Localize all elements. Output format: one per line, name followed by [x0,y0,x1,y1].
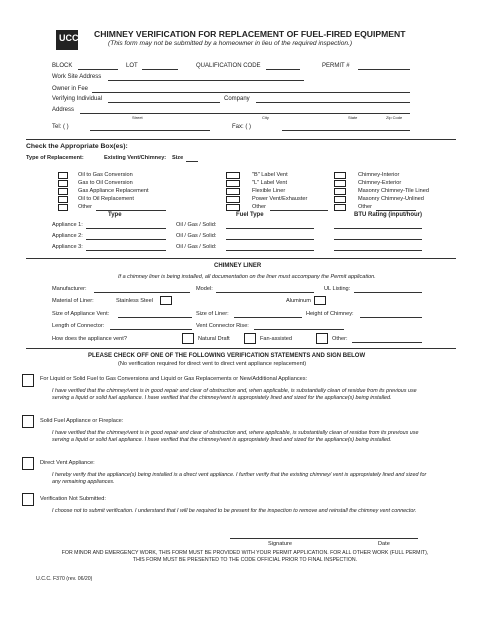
qualification-code-label: QUALIFICATION CODE [196,63,261,69]
verification-heading-not-submitted: Verification Not Submitted: [40,496,106,502]
checkbox-aluminum[interactable] [314,296,326,305]
option-chimney-exterior: Chimney-Exterior [358,180,402,186]
verification-heading-solid-fuel: Solid Fuel Appliance or Fireplace: [40,418,124,424]
fan-assisted-label: Fan-assisted [260,336,293,342]
divider [26,258,456,259]
address-label: Address [52,107,75,113]
checkbox-power-vent[interactable] [226,196,240,203]
appliance-2-type-field[interactable] [86,239,166,240]
appliance-2-label: Appliance 2: [52,233,83,239]
type-header: Type [108,212,122,218]
existing-vent-label: Existing Vent/Chimney: [104,155,167,161]
other-chimney-field[interactable] [376,210,416,211]
block-field[interactable] [78,69,118,70]
checkbox-masonry-unlined[interactable] [334,196,346,203]
logo-text: UCC [59,33,79,43]
verification-heading-conversion: For Liquid or Solid Fuel to Gas Conversions and Liquid or Gas Replacements or New/Additional Appliances: [40,376,308,382]
address-field[interactable] [80,113,410,114]
manufacturer-field[interactable] [94,292,190,293]
checkbox-fan-assisted[interactable] [244,333,256,344]
lot-label: LOT [126,63,138,69]
other-vent-method-label: Other: [332,336,348,342]
vent-rise-label: Vent Connector Rise: [196,323,249,329]
checkbox-verification-conversion[interactable] [22,374,34,387]
state-caption: State [348,115,358,120]
fax-label: Fax: ( ) [232,124,251,130]
work-site-address-label: Work Site Address [52,74,102,80]
appliance-3-fuel-field[interactable] [226,250,314,251]
checkbox-gas-appliance[interactable] [58,188,68,195]
permit-field[interactable] [358,69,410,70]
aluminum-label: Aluminum [286,298,311,304]
appliance-3-type-field[interactable] [86,250,166,251]
ul-listing-label: UL Listing: [324,286,351,292]
owner-in-fee-label: Owner in Fee [52,86,89,92]
height-chimney-field[interactable] [360,317,422,318]
appliance-1-fuel-label: Oil / Gas / Solid: [176,222,217,228]
footer-notice: FOR MINOR AND EMERGENCY WORK, THIS FORM MUST BE PROVIDED WITH YOUR PERMIT APPLICATION. FOR ALL OTHER WORK (FULL PERMIT), THIS FORM MUST BE PRESENTED TO THE CODE OFFICIAL PRIOR TO FINAL INSPECTION. [61,550,429,563]
option-oil-to-gas: Oil to Gas Conversion [78,172,133,178]
checkbox-b-label-vent[interactable] [226,172,240,179]
divider [26,139,456,140]
verifying-individual-label: Verifying Individual [52,96,103,102]
ul-listing-field[interactable] [354,292,422,293]
verifying-individual-field[interactable] [108,102,220,103]
qualification-code-field[interactable] [266,69,300,70]
other-type-field[interactable] [96,210,166,211]
form-subtitle: (This form may not be submitted by a homeowner in lieu of the required inspection.) [108,40,353,47]
model-label: Model: [196,286,213,292]
checkbox-other-chimney[interactable] [334,204,346,211]
form-id: U.C.C. F370 (rev. 06/20) [36,576,93,582]
other-vent-method-field[interactable] [352,342,422,343]
checkbox-oil-to-oil[interactable] [58,196,68,203]
size-label: Size [172,155,184,161]
verification-subtitle: (No verification required for direct vent to direct vent appliance replacement) [118,361,307,367]
city-caption: City [262,115,269,120]
checkbox-oil-to-gas[interactable] [58,172,68,179]
verification-text-not-submitted: I choose not to submit verification. I understand that I will be required to be present for the inspection to remove and reinstall the chimney vent connector. [52,508,417,514]
option-gas-appliance: Gas Appliance Replacement [78,188,149,194]
verification-text-conversion: I have verified that the chimney/vent is in good repair and clear of obstruction and, when applicable, is substantially clean of residue from its previous use serving a liquid or solid fuel appliance. I have verified that the chimney/vent is appropriately lined and sized for the appliance(s) being installed. [52,388,417,401]
appliance-3-fuel-label: Oil / Gas / Solid: [176,244,217,250]
size-appliance-vent-field[interactable] [118,317,192,318]
check-section-title: Check the Appropriate Box(es): [26,143,128,150]
checkbox-stainless-steel[interactable] [160,296,172,305]
size-field[interactable] [186,161,198,162]
permit-label: PERMIT # [322,63,350,69]
checkbox-other-type[interactable] [58,204,68,211]
appliance-2-fuel-label: Oil / Gas / Solid: [176,233,217,239]
option-power-vent: Power Vent/Exhauster [252,196,308,202]
checkbox-other-vent[interactable] [226,204,240,211]
work-site-address-field[interactable] [108,80,304,81]
checkbox-verification-not-submitted[interactable] [22,493,34,506]
lot-field[interactable] [142,69,178,70]
checkbox-gas-to-oil[interactable] [58,180,68,187]
manufacturer-label: Manufacturer: [52,286,87,292]
chimney-liner-title: CHIMNEY LINER [214,263,262,269]
size-appliance-vent-label: Size of Appliance Vent: [52,311,110,317]
divider [26,348,456,349]
owner-in-fee-field[interactable] [92,92,410,93]
appliance-1-btu-field[interactable] [334,228,422,229]
natural-draft-label: Natural Draft [198,336,230,342]
verification-title: PLEASE CHECK OFF ONE OF THE FOLLOWING VERIFICATION STATEMENTS AND SIGN BELOW [88,353,366,359]
height-chimney-label: Height of Chimney: [306,311,354,317]
form-title: CHIMNEY VERIFICATION FOR REPLACEMENT OF FUEL-FIRED EQUIPMENT [94,29,406,39]
stainless-steel-label: Stainless Steel [116,298,154,304]
checkbox-chimney-interior[interactable] [334,172,346,179]
checkbox-flexible-liner[interactable] [226,188,240,195]
length-connector-label: Length of Connector: [52,323,105,329]
other-vent-field[interactable] [270,210,328,211]
option-b-label-vent: "B" Label Vent [252,172,288,178]
tel-label: Tel: ( ) [52,124,69,130]
checkbox-other-vent-method[interactable] [316,333,328,344]
verification-text-direct-vent: I hereby verify that the appliance(s) being installed is a direct vent appliance. I further verify that the existing chimney/ vent is appropriately lined and sized for any remaining appliances. [52,472,427,485]
appliance-3-label: Appliance 3: [52,244,83,250]
signature-line[interactable] [230,538,418,539]
option-chimney-interior: Chimney-Interior [358,172,400,178]
option-oil-to-oil: Oil to Oil Replacement [78,196,134,202]
fuel-type-header: Fuel Type [236,212,264,218]
option-l-label-vent: "L" Label Vent [252,180,288,186]
verification-text-solid-fuel: I have verified that the chimney/vent is in good repair and clear of obstruction and, where applicable, is substantially clean of residue from its previous use serving a liquid or solid fuel appliance. I have verified that the chimney/vent is appropriately lined and sized for the appliance(s) being installed. [52,430,419,443]
signature-label: Signature [268,541,292,547]
option-other-type: Other [78,204,92,210]
option-flexible-liner: Flexible Liner [252,188,286,194]
appliance-1-type-field[interactable] [86,228,166,229]
liner-note: If a chimney liner is being installed, all documentation on the liner must accompany the Permit application. [118,274,376,280]
appliance-1-fuel-field[interactable] [226,228,314,229]
option-masonry-unlined: Masonry Chimney-Unlined [358,196,424,202]
option-other-vent: Other [252,204,266,210]
checkbox-verification-direct-vent[interactable] [22,457,34,470]
verification-heading-direct-vent: Direct Vent Appliance: [40,460,95,466]
company-field[interactable] [256,102,410,103]
option-masonry-tile-lined: Masonry Chimney-Tile Lined [358,188,429,194]
block-label: BLOCK [52,63,73,69]
size-liner-field[interactable] [234,317,302,318]
appliance-3-btu-field[interactable] [334,250,422,251]
fax-field[interactable] [282,130,410,131]
type-of-replacement-label: Type of Replacement: [26,155,84,161]
size-liner-label: Size of Liner: [196,311,229,317]
checkbox-l-label-vent[interactable] [226,180,240,187]
length-connector-field[interactable] [110,329,192,330]
zip-caption: Zip Code [386,115,403,120]
ucc-logo [56,30,78,50]
tel-field[interactable] [90,130,210,131]
street-caption: Street [132,115,143,120]
checkbox-verification-solid-fuel[interactable] [22,415,34,428]
checkbox-masonry-tile-lined[interactable] [334,188,346,195]
appliance-2-fuel-field[interactable] [226,239,314,240]
btu-rating-header: BTU Rating (input/hour) [354,212,422,218]
date-label: Date [378,541,390,547]
model-field[interactable] [216,292,314,293]
how-vented-label: How does the appliance vent? [52,336,127,342]
option-other-chimney: Other [358,204,372,210]
checkbox-natural-draft[interactable] [182,333,194,344]
appliance-2-btu-field[interactable] [334,239,422,240]
option-gas-to-oil: Gas to Oil Conversion [78,180,133,186]
material-label: Material of Liner: [52,298,94,304]
vent-rise-field[interactable] [254,329,344,330]
checkbox-chimney-exterior[interactable] [334,180,346,187]
company-label: Company [224,96,250,102]
appliance-1-label: Appliance 1: [52,222,83,228]
